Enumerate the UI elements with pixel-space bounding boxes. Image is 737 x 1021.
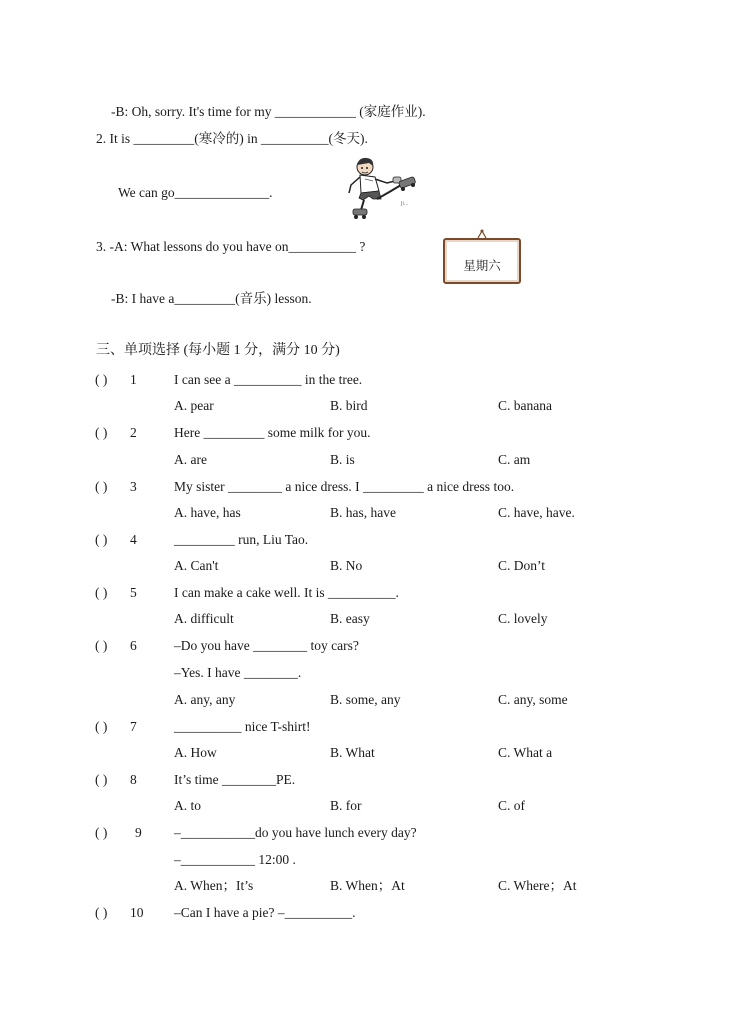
question-stem: –___________do you have lunch every day?: [174, 825, 417, 840]
question-stem: –Do you have ________ toy cars?: [174, 638, 359, 653]
option-b[interactable]: B. has, have: [330, 505, 396, 520]
answer-blank[interactable]: ( ): [95, 825, 108, 840]
answer-blank[interactable]: ( ): [95, 905, 108, 920]
svg-text:Ji...: Ji...: [401, 201, 409, 207]
option-c[interactable]: C. any, some: [498, 692, 568, 707]
question-stem-reply: –___________ 12:00 .: [174, 852, 296, 867]
option-b[interactable]: B. bird: [330, 398, 368, 413]
option-b[interactable]: B. some, any: [330, 692, 401, 707]
question-number: 6: [130, 638, 137, 653]
option-c[interactable]: C. lovely: [498, 611, 548, 626]
question-stem: –Can I have a pie? –__________.: [174, 905, 356, 920]
option-a[interactable]: A. have, has: [174, 505, 241, 520]
question-stem: I can see a __________ in the tree.: [174, 372, 363, 387]
option-b[interactable]: B. What: [330, 745, 375, 760]
option-c[interactable]: C. have, have.: [498, 505, 575, 520]
question-number: 1: [130, 372, 137, 387]
question-stem-reply: –Yes. I have ________.: [174, 665, 302, 680]
question-number: 3: [130, 479, 137, 494]
board-label: 星期六: [463, 258, 501, 273]
answer-blank[interactable]: ( ): [95, 638, 108, 653]
option-c[interactable]: C. banana: [498, 398, 552, 413]
option-b[interactable]: B. No: [330, 558, 363, 573]
option-a[interactable]: A. any, any: [174, 692, 236, 707]
answer-blank[interactable]: ( ): [95, 372, 108, 387]
option-b[interactable]: B. is: [330, 452, 355, 467]
question-stem: Here _________ some milk for you.: [174, 425, 371, 440]
option-a[interactable]: A. to: [174, 798, 201, 813]
question-number: 2: [130, 425, 137, 440]
option-a[interactable]: A. Can't: [174, 558, 219, 573]
option-c[interactable]: C. am: [498, 452, 531, 467]
answer-blank[interactable]: ( ): [95, 719, 108, 734]
section-title: 三、单项选择 (每小题 1 分，满分 10 分): [96, 343, 340, 358]
question-stem: __________ nice T-shirt!: [174, 719, 311, 734]
skater-icon: [345, 155, 420, 220]
answer-blank[interactable]: ( ): [95, 585, 108, 600]
option-c[interactable]: C. of: [498, 798, 525, 813]
option-c[interactable]: C. Don’t: [498, 558, 546, 573]
option-a[interactable]: A. When；It’s: [174, 878, 254, 893]
question-stem: I can make a cake well. It is __________.: [174, 585, 399, 600]
answer-blank[interactable]: ( ): [95, 532, 108, 547]
question-number: 9: [135, 825, 142, 840]
question-number: 7: [130, 719, 137, 734]
option-b[interactable]: B. for: [330, 798, 362, 813]
option-c[interactable]: C. What a: [498, 745, 553, 760]
fill-line-we-can-go: We can go______________.: [118, 185, 273, 200]
question-stem: _________ run, Liu Tao.: [174, 532, 309, 547]
answer-blank[interactable]: ( ): [95, 772, 108, 787]
calendar-board-icon: [443, 238, 521, 284]
question-number: 10: [130, 905, 144, 920]
question-2-weather: 2. It is _________(寒冷的) in __________(冬天).: [96, 131, 368, 146]
answer-blank[interactable]: ( ): [95, 425, 108, 440]
question-number: 8: [130, 772, 137, 787]
fill-line-music: -B: I have a_________(音乐) lesson.: [111, 291, 312, 306]
option-c[interactable]: C. Where；At: [498, 878, 577, 893]
option-a[interactable]: A. How: [174, 745, 217, 760]
fill-line-homework: -B: Oh, sorry. It's time for my ____________ (家庭作业).: [111, 104, 426, 119]
option-a[interactable]: A. are: [174, 452, 207, 467]
question-stem: My sister ________ a nice dress. I _________ a nice dress too.: [174, 479, 515, 494]
question-number: 4: [130, 532, 137, 547]
question-stem: It’s time ________PE.: [174, 772, 296, 787]
question-number: 5: [130, 585, 137, 600]
option-b[interactable]: B. easy: [330, 611, 370, 626]
option-b[interactable]: B. When；At: [330, 878, 405, 893]
option-a[interactable]: A. pear: [174, 398, 214, 413]
option-a[interactable]: A. difficult: [174, 611, 234, 626]
answer-blank[interactable]: ( ): [95, 479, 108, 494]
question-3-lessons: 3. -A: What lessons do you have on__________ ?: [96, 239, 366, 254]
